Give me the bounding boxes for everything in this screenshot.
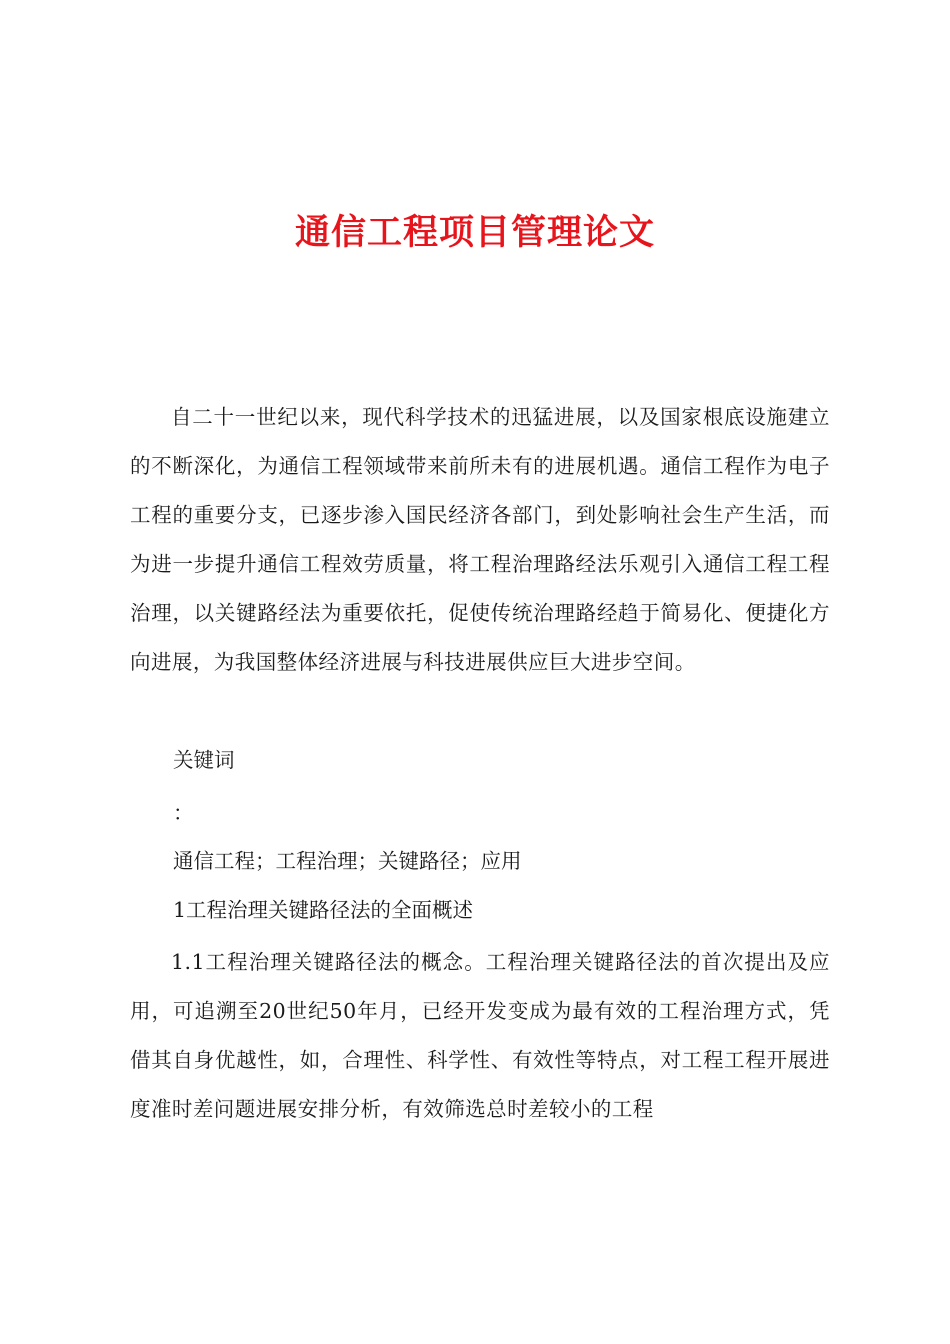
keywords-label: 关键词 bbox=[173, 748, 235, 772]
page-title: 通信工程项目管理论文 bbox=[294, 212, 655, 253]
abstract-paragraph: 自二十一世纪以来，现代科学技术的迅猛进展，以及国家根底设施建立的不断深化，为通信工程领域带来前所未有的进展机遇。通信工程作为电子工程的重要分支，已逐步渗入国民经济各部门，到处影响社会生产生活，而为进一步提升通信工程效劳质量，将工程治理路经法乐观引入通信工程工程治理，以关键路经法为重要依托，促使传统治理路经趋于简易化、便捷化方向进展，为我国整体经济进展与科技进展供应巨大进步空间。 bbox=[130, 405, 830, 674]
section-paragraph: 1.1工程治理关键路径法的概念。工程治理关键路径法的首次提出及应用，可追溯至20世纪50年月，已经开发变成为最有效的工程治理方式，凭借其自身优越性，如，合理性、科学性、有效性等特点，对工程工程开展进度准时差问题进展安排分析，有效筛选总时差较小的工程 bbox=[130, 950, 830, 1121]
section-heading: 1工程治理关键路径法的全面概述 bbox=[173, 898, 474, 922]
keywords-list: 通信工程；工程治理；关键路径；应用 bbox=[173, 849, 522, 873]
keywords-colon: ： bbox=[173, 801, 194, 825]
